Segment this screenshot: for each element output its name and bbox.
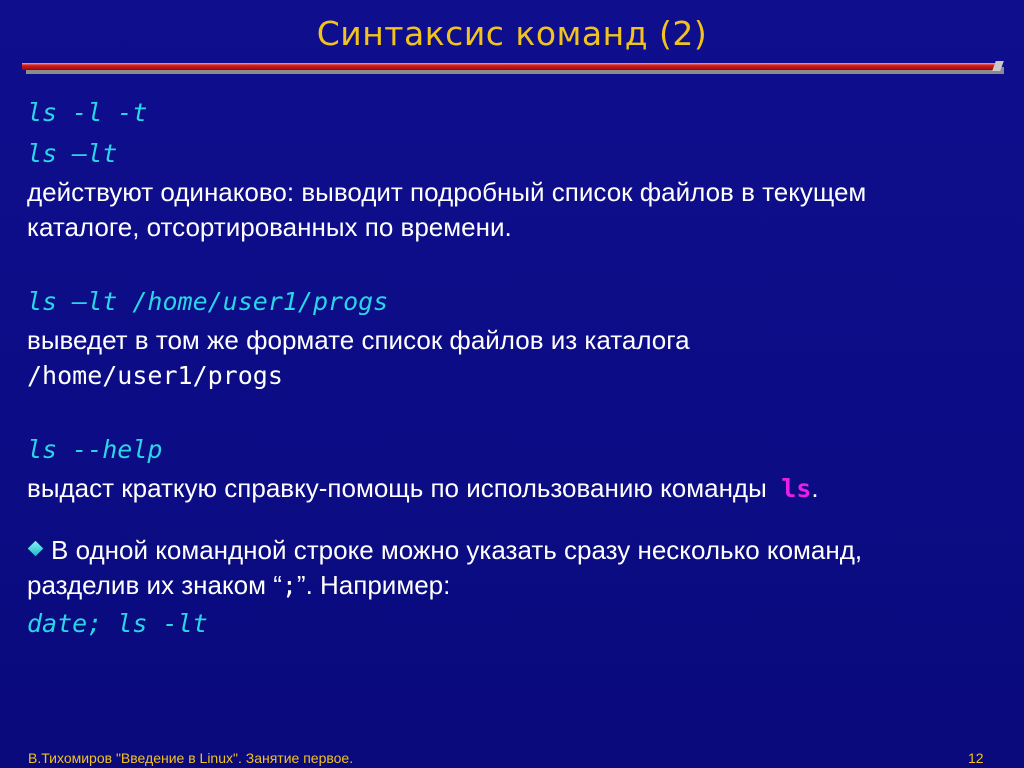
divider-bar bbox=[22, 63, 998, 70]
title-divider bbox=[22, 62, 1004, 76]
description-line: выведет в том же формате список файлов из каталога bbox=[27, 325, 690, 355]
slide-title: Синтаксис команд (2) bbox=[316, 14, 708, 53]
command-ls-lt: ls –lt bbox=[27, 139, 118, 168]
command-date-ls: date; ls -lt bbox=[27, 609, 208, 638]
bullet-line bbox=[27, 533, 987, 568]
bullet-line bbox=[27, 568, 987, 603]
separator-char: ; bbox=[281, 571, 297, 600]
description-period: . bbox=[811, 473, 819, 503]
description-line: действуют одинаково: выводит подробный список файлов в текущем bbox=[27, 177, 867, 207]
command-ls-l-t: ls -l -t bbox=[27, 98, 148, 127]
description-ls-lt-path bbox=[27, 323, 987, 393]
slide-content bbox=[27, 92, 987, 644]
description-line bbox=[27, 471, 987, 506]
bullet-text: ”. Например: bbox=[296, 570, 451, 600]
description-path: /home/user1/progs bbox=[27, 361, 283, 390]
description-ls-help bbox=[27, 471, 987, 506]
footer-author: В.Тихомиров "Введение в Linux". Занятие первое. bbox=[28, 750, 354, 766]
command-ls-lt-path: ls –lt /home/user1/progs bbox=[27, 287, 389, 316]
bullet-text: разделив их знаком “ bbox=[27, 570, 282, 600]
bullet-text: В одной командной строке можно указать сразу несколько команд, bbox=[51, 535, 863, 565]
description-line: каталоге, отсортированных по времени. bbox=[27, 212, 512, 242]
page-number: 12 bbox=[968, 750, 984, 766]
description-ls-lt bbox=[27, 175, 987, 245]
diamond-bullet-icon bbox=[28, 541, 44, 557]
description-text: выдаст краткую справку-помощь по использованию команды bbox=[27, 473, 767, 503]
bullet-note bbox=[27, 533, 987, 603]
keyword-ls: ls bbox=[781, 474, 812, 503]
command-ls-help: ls --help bbox=[27, 435, 163, 464]
